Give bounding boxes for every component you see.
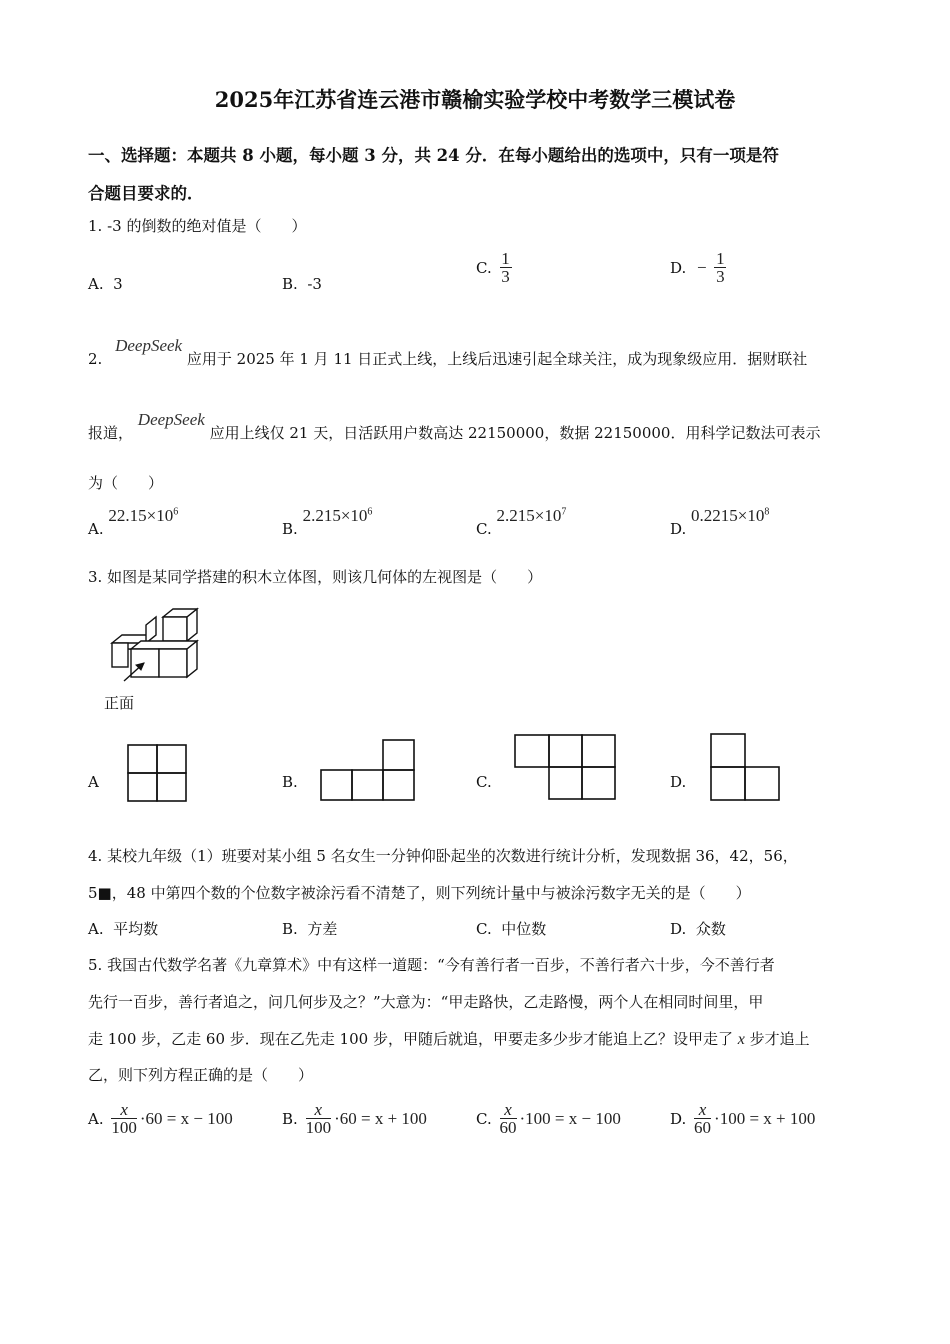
q2-text: 应用于 2025 年 1 月 11 日正式上线，上线后迅速引起全球关注，成为现象级应用．据财联社 — [186, 350, 808, 368]
equation-rest: ·60 = x − 100 — [139, 1109, 233, 1128]
option-label: C. — [476, 520, 492, 538]
brand-deepseek: DeepSeek — [137, 410, 205, 429]
q2-text: 应用上线仅 21 天，日活跃用户数高达 22150000，数据 22150000．用科学记数法可表示 — [209, 424, 821, 442]
q1-option-a[interactable] — [88, 275, 123, 293]
fraction — [111, 1101, 137, 1137]
q3-option-d[interactable] — [670, 773, 686, 791]
q1-option-d[interactable] — [670, 250, 729, 286]
q2-option-b[interactable] — [282, 506, 373, 538]
mantissa: 0.2215×10 — [691, 506, 765, 525]
option-label: D. — [670, 520, 687, 538]
option-text: 众数 — [695, 920, 726, 938]
q3-option-b[interactable] — [282, 773, 298, 791]
q4-option-b[interactable] — [282, 918, 337, 939]
q3-stem: 3. 如图是某同学搭建的积木立体图，则该几何体的左视图是（ ） — [88, 568, 543, 586]
q1-option-c[interactable] — [476, 250, 515, 286]
option-label: B. — [282, 920, 298, 938]
option-label: B. — [282, 1110, 298, 1128]
equation-rest: ·100 = x + 100 — [714, 1109, 816, 1128]
view-d-figure — [709, 732, 783, 802]
exponent: 8 — [764, 506, 770, 518]
option-expr — [691, 506, 769, 525]
denominator: 60 — [694, 1118, 712, 1137]
option-text: 中位数 — [501, 920, 547, 938]
option-text: 3 — [113, 275, 123, 293]
option-label: B. — [282, 520, 298, 538]
fraction — [694, 1101, 711, 1137]
q1-stem: 1. -3 的倒数的绝对值是（ ） — [88, 217, 307, 235]
q4-option-c[interactable] — [476, 918, 546, 939]
option-text: 平均数 — [113, 920, 159, 938]
option-label: B. — [282, 275, 298, 293]
fraction — [500, 1101, 517, 1137]
q2-line1 — [88, 336, 808, 369]
q4-line1: 4. 某校九年级（1）班要对某小组 5 名女生一分钟仰卧起坐的次数进行统计分析，发现数据 36，42，56， — [88, 847, 798, 865]
front-label: 正面 — [104, 694, 135, 712]
exponent: 7 — [561, 506, 567, 518]
q2-text: 报道， — [88, 424, 134, 442]
numerator: x — [698, 1100, 707, 1119]
numerator: 1 — [501, 249, 510, 268]
option-label: D. — [670, 1110, 687, 1128]
q5-line2: 先行一百步，善行者追之，问几何步及之？”大意为：“甲走路快，乙走路慢，两个人在相同时间里，甲 — [88, 993, 764, 1011]
q3-option-c[interactable] — [476, 773, 492, 791]
q5-text: 步才追上 — [749, 1030, 810, 1048]
option-label: B. — [282, 773, 298, 791]
q2-line2 — [88, 410, 821, 443]
q5-option-a[interactable] — [88, 1101, 233, 1137]
option-label: A. — [88, 275, 104, 293]
q2-option-a[interactable] — [88, 506, 179, 538]
mantissa: 2.215×10 — [302, 506, 368, 525]
q1-option-b[interactable] — [282, 275, 322, 293]
q2-line3: 为（ ） — [88, 474, 164, 492]
option-label: C. — [476, 259, 492, 277]
option-text: 方差 — [307, 920, 338, 938]
view-b-figure — [319, 738, 419, 802]
variable-x: x — [737, 1031, 745, 1048]
denominator: 100 — [111, 1118, 137, 1137]
section-header-line1: 一、选择题：本题共 8 小题，每小题 3 分，共 24 分．在每小题给出的选项中，只有一项是符 — [88, 146, 779, 165]
mantissa: 2.215×10 — [496, 506, 562, 525]
option-text: -3 — [307, 275, 322, 293]
q5-option-b[interactable] — [282, 1101, 427, 1137]
denominator: 3 — [716, 267, 725, 286]
denominator: 60 — [499, 1118, 517, 1137]
option-label: A — [88, 773, 99, 791]
option-label: C. — [476, 1110, 492, 1128]
q5-line1: 5. 我国古代数学名著《九章算术》中有这样一道题：“今有善行者一百步，不善行者六十步，今不善行者 — [88, 956, 775, 974]
denominator: 3 — [501, 267, 510, 286]
denominator: 100 — [305, 1118, 332, 1137]
view-c-figure — [513, 733, 619, 803]
option-label: A. — [88, 920, 104, 938]
option-label: A. — [88, 520, 104, 538]
page-title: 2025年江苏省连云港市赣榆实验学校中考数学三模试卷 — [214, 87, 736, 112]
option-expr — [303, 506, 373, 525]
q4-line2: 5■，48 中第四个数的个位数字被涂污看不清楚了，则下列统计量中与被涂污数字无关的是（ ） — [88, 884, 751, 902]
brand-deepseek: DeepSeek — [115, 336, 183, 355]
q5-option-d[interactable] — [670, 1101, 815, 1137]
minus-sign: − — [697, 258, 707, 277]
numerator: 1 — [716, 249, 725, 268]
option-label: D. — [670, 773, 687, 791]
fraction — [500, 250, 512, 286]
q4-option-d[interactable] — [670, 918, 726, 939]
q3-option-a[interactable] — [88, 773, 99, 791]
option-label: A. — [88, 1110, 104, 1128]
exponent: 6 — [173, 506, 179, 518]
exponent: 6 — [367, 506, 373, 518]
q5-line4: 乙，则下列方程正确的是（ ） — [88, 1066, 314, 1084]
q2-option-d[interactable] — [670, 506, 770, 538]
option-label: C. — [476, 920, 492, 938]
option-expr — [497, 506, 567, 525]
q5-line3 — [88, 1028, 810, 1049]
option-label: D. — [670, 920, 687, 938]
mantissa: 22.15×10 — [108, 506, 174, 525]
q4-option-a[interactable] — [88, 918, 158, 939]
fraction — [306, 1101, 332, 1137]
numerator: x — [314, 1100, 323, 1119]
fraction — [714, 250, 726, 286]
option-label: C. — [476, 773, 492, 791]
section-header-line2: 合题目要求的． — [88, 184, 204, 203]
equation-rest: ·100 = x − 100 — [519, 1109, 621, 1128]
q5-option-c[interactable] — [476, 1101, 621, 1137]
numerator: x — [120, 1100, 128, 1119]
option-label: D. — [670, 259, 687, 277]
q2-number: 2. — [88, 350, 103, 368]
q2-option-c[interactable] — [476, 506, 567, 538]
option-expr — [108, 506, 178, 525]
numerator: x — [504, 1100, 512, 1119]
q5-text: 走 100 步，乙走 60 步．现在乙先走 100 步，甲随后就追，甲要走多少步才能追上乙？设甲走了 — [88, 1030, 733, 1048]
view-a-figure — [126, 743, 218, 803]
equation-rest: ·60 = x + 100 — [334, 1109, 427, 1128]
